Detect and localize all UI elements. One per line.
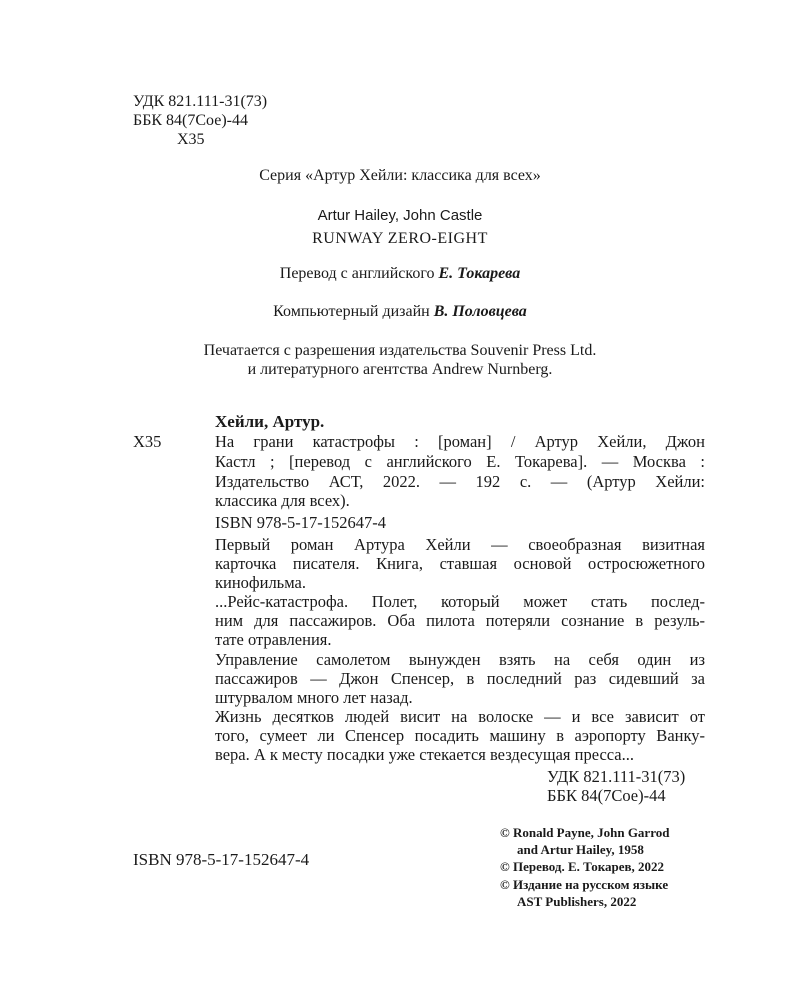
annotation-p4-line-1: Жизнь десятков людей висит на волоске — и все зависит от [215, 707, 705, 726]
udk-code: УДК 821.111-31(73) [133, 93, 268, 110]
copyright-line-4: © Издание на русском языке [500, 877, 669, 892]
annotation-p3-line-1: Управление самолетом вынужден взять на себя один из [215, 650, 705, 669]
copyright-line-2: and Artur Hailey, 1958 [517, 842, 644, 857]
annotation-p4-line-2: того, сумеет ли Спенсер посадить машину в аэропорту Ванку- [215, 726, 705, 745]
designer-name: В. Половцева [433, 303, 527, 320]
catalog-line-1: На грани катастрофы : [роман] / Артур Хейли, Джон [215, 432, 705, 451]
permission-line-1: Печатается с разрешения издательства Souvenir Press Ltd. [203, 342, 597, 359]
copyright-line-3: © Перевод. Е. Токарев, 2022 [500, 859, 665, 874]
original-title: RUNWAY ZERO-EIGHT [312, 230, 488, 247]
permission-line-2: и литературного агентства Andrew Nurnberg. [247, 361, 553, 378]
original-authors: Artur Hailey, John Castle [317, 207, 483, 224]
translation-label: Перевод с английского [279, 265, 435, 282]
translation-credit [0, 264, 800, 283]
catalog-line-3: Издательство АСТ, 2022. — 192 с. — (Артур Хейли: [215, 472, 705, 491]
annotation-p2-line-1: ...Рейс-катастрофа. Полет, который может стать послед- [215, 592, 705, 611]
bbk-code: ББК 84(7Сое)-44 [133, 112, 248, 129]
bottom-isbn: ISBN 978-5-17-152647-4 [133, 850, 310, 869]
annotation-p3-line-2: пассажиров — Джон Спенсер, в последний раз сидевший за [215, 669, 705, 688]
annotation-p2-line-3: тате отравления. [215, 630, 332, 649]
annotation-p1-line-2: карточка писателя. Книга, ставшая основой остросюжетного [215, 554, 705, 573]
design-label: Компьютерный дизайн [273, 303, 430, 320]
catalog-line-4: классика для всех). [215, 491, 350, 510]
annotation-p3-line-3: штурвалом много лет назад. [215, 688, 413, 707]
annotation-udk: УДК 821.111-31(73) [547, 767, 686, 786]
annotation-p1-line-3: кинофильма. [215, 573, 306, 592]
annotation-p2-line-2: ним для пассажиров. Оба пилота потеряли сознание в резуль- [215, 611, 705, 630]
copyright-line-1: © Ronald Payne, John Garrod [500, 825, 670, 840]
series-title: Серия «Артур Хейли: классика для всех» [259, 167, 541, 184]
annotation-p1-line-1: Первый роман Артура Хейли — своеобразная визитная [215, 535, 705, 554]
annotation-bbk: ББК 84(7Сое)-44 [547, 786, 666, 805]
catalog-mark: Х35 [133, 432, 162, 451]
catalog-heading: Хейли, Артур. [215, 412, 325, 431]
design-credit [0, 302, 800, 321]
author-mark: Х35 [177, 131, 205, 148]
catalog-isbn: ISBN 978-5-17-152647-4 [215, 513, 386, 532]
annotation-p4-line-3: вера. А к месту посадки уже стекается вездесущая пресса... [215, 745, 635, 764]
copyright-line-5: AST Publishers, 2022 [517, 894, 637, 909]
catalog-line-2: Кастл ; [перевод с английского Е. Токарева]. — Москва : [215, 452, 705, 471]
translator-name: Е. Токарева [438, 265, 521, 282]
